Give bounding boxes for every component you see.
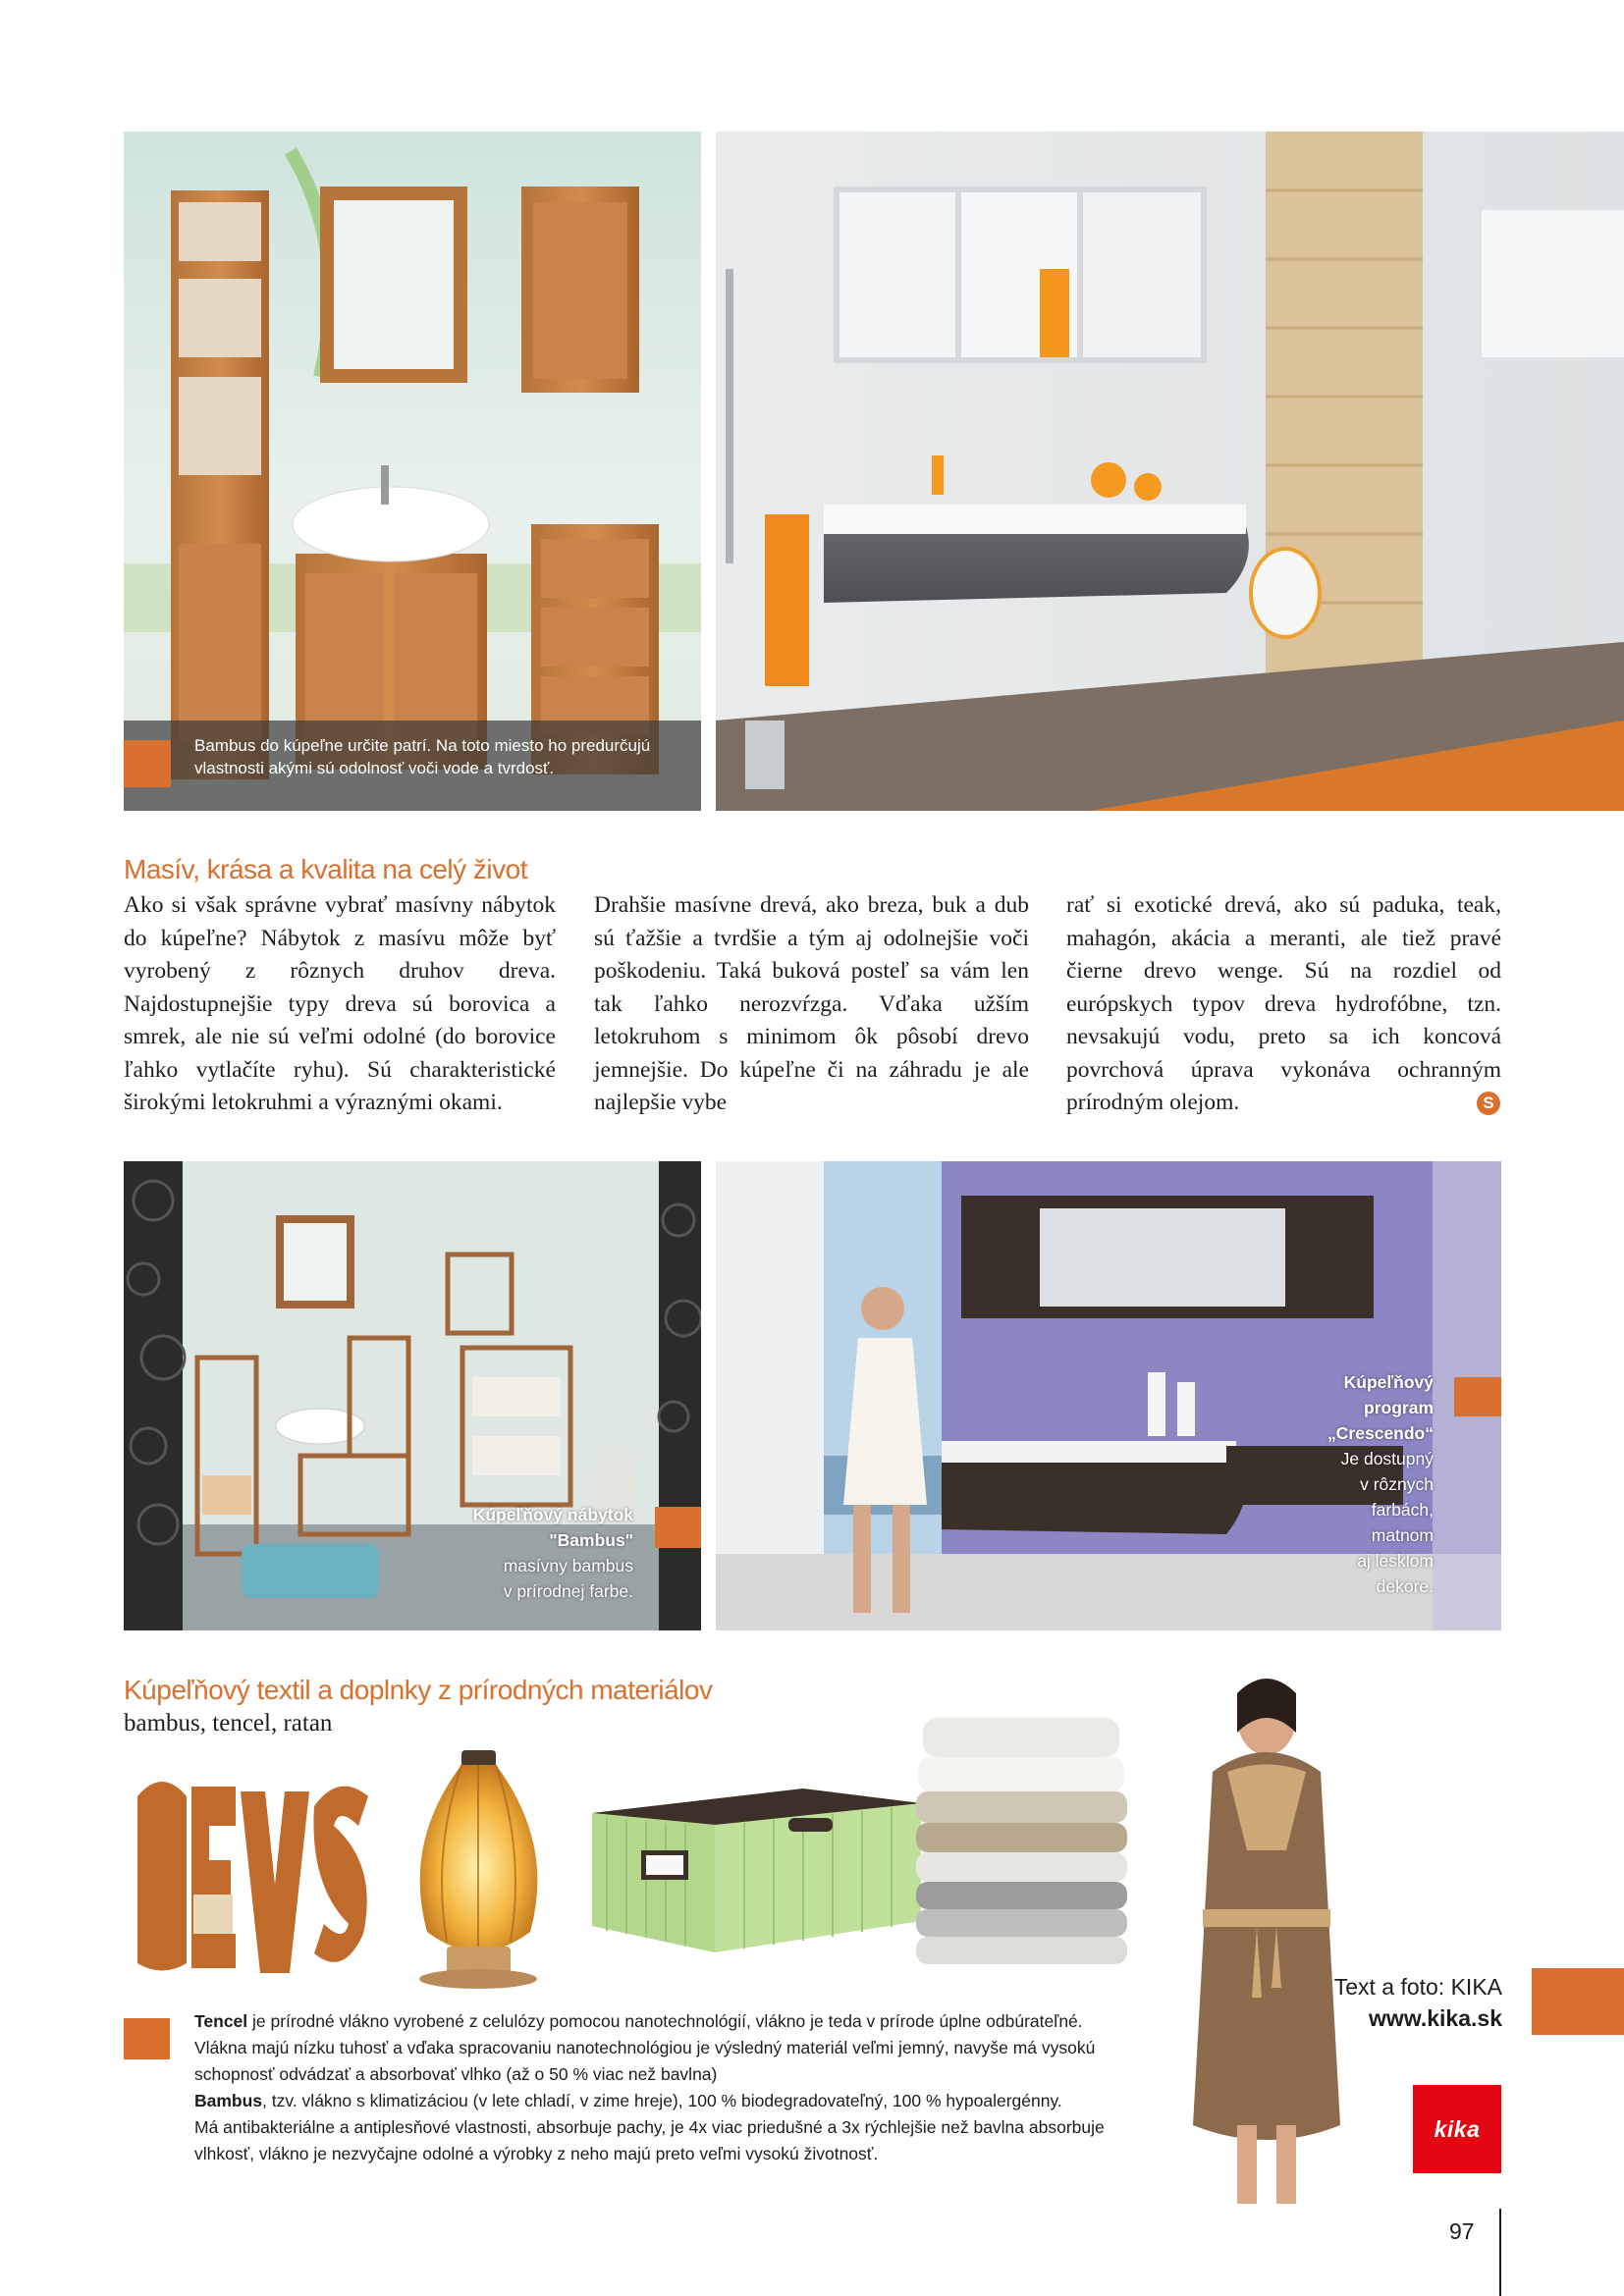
- product-towels: [908, 1708, 1144, 1968]
- photo-bamboo-furniture: [124, 132, 701, 811]
- caption-bambus: [422, 1502, 633, 1604]
- product-storage-box: [587, 1764, 926, 1955]
- caption-crescendo-line: dekore.: [1376, 1576, 1434, 1596]
- product-lamp: [403, 1745, 555, 1993]
- credit-website[interactable]: www.kika.sk: [1369, 2005, 1502, 2031]
- kika-logo-text: kika: [1434, 2115, 1481, 2142]
- kika-logo: [1413, 2085, 1501, 2173]
- caption-marker-bambus: [655, 1507, 701, 1548]
- text-column-2: [594, 889, 1029, 1120]
- caption-bambus-line3: masívny bambus: [503, 1556, 633, 1575]
- info-fibers: [194, 2008, 1108, 2167]
- paragraph-col3-text: rať si exotické drevá, ako sú paduka, teak, mahagón, akácia a meranti, ale tiež pravé čierne drevo wenge. Sú na rozdiel od európskych typov dreva hydrofóbne, tzn. nevsakujú vodu, preto sa ich koncová povrchová úprava vykonáva ochranným prírodným olejom.: [1066, 892, 1501, 1115]
- product-bathrobe: [1168, 1664, 1365, 2214]
- caption-crescendo-line: aj lesklom: [1357, 1551, 1434, 1571]
- credit-text: Text a foto: KIKA: [1333, 1974, 1502, 2000]
- caption-crescendo-line: matnom: [1371, 1525, 1434, 1545]
- page-number: 97: [1449, 2218, 1475, 2244]
- tencel-paragraph: [194, 2008, 1108, 2035]
- photo-caption: Bambus do kúpeľne určite patrí. Na toto miesto ho predurčujú vlastnosti akými sú odolnosť voči vode a tvrdosť.: [194, 736, 651, 777]
- page-number-rule: [1499, 2209, 1501, 2296]
- caption-bambus-line4: v prírodnej farbe.: [503, 1581, 633, 1601]
- caption-crescendo-line: farbách,: [1371, 1500, 1434, 1520]
- caption-crescendo: [1306, 1369, 1434, 1599]
- section-subtitle-materials: bambus, tencel, ratan: [124, 1710, 333, 1736]
- caption-crescendo-title1: Kúpeľňový: [1343, 1372, 1434, 1392]
- caption-crescendo-line: v rôznych: [1360, 1474, 1434, 1494]
- credit-marker: [1532, 1968, 1624, 2035]
- caption-crescendo-title3: „Crescendo“: [1327, 1423, 1434, 1443]
- section-title-textil: Kúpeľňový textil a doplnky z prírodných materiálov: [124, 1675, 713, 1705]
- bambus-details: Má antibakteriálne a antiplesňové vlastnosti, absorbuje pachy, je 4x viac priedušné a 3x rýchlejšie než bavlna absorbuje vlhkosť, vlákno je nezvyčajne odolné a výrobky z neho majú preto veľmi vysokú životnosť.: [194, 2117, 1105, 2163]
- tencel-term: Tencel: [194, 2011, 248, 2031]
- tencel-details: Vlákna majú nízku tuhosť a vďaka spracovaniu nanotechnológiou je výsledný materiál veľmi jemný, navyše má vysokú schopnosť odvádzať a absorbovať vlhko (až o 50 % viac než bavlna): [194, 2038, 1096, 2084]
- text-column-3: [1066, 889, 1501, 1120]
- bambus-paragraph: [194, 2088, 1108, 2114]
- photo-credit: [1276, 1971, 1502, 2034]
- caption-crescendo-line: Je dostupný: [1340, 1449, 1434, 1468]
- paragraph-col3: [1066, 889, 1501, 1120]
- paragraph-col2: Drahšie masívne drevá, ako breza, buk a dub sú ťažšie a tvrdšie a tým aj odolnejšie voči poškodeniu. Taká buková posteľ sa vám len tak ľahko nerozvŕzga. Vďaka užším letokruhom s minimom ôk pôsobí drevo jemnejšie. Do kúpeľne či na záhradu je ale najlepšie vybe: [594, 892, 1029, 1115]
- text-column-1: [124, 889, 556, 1120]
- product-magazine-rack: [133, 1767, 390, 1983]
- photo-modern-bathroom: [716, 132, 1624, 811]
- paragraph-col1: Ako si však správne vybrať masívny nábytok do kúpeľne? Nábytok z masívu môže byť vyrobený z rôznych druhov dreva. Najdostupnejšie typy dreva sú borovica a smrek, ale nie sú veľmi odolné (do borovice ľahko vytlačíte ryhu). Sú charakteristické širokými letokruhmi a výraznými okami.: [124, 892, 556, 1115]
- caption-crescendo-title2: program: [1364, 1398, 1434, 1417]
- article-end-mark: S: [1477, 1092, 1500, 1115]
- caption-marker: [124, 740, 171, 787]
- bambus-term: Bambus: [194, 2091, 263, 2110]
- section-title-masiv: Masív, krása a kvalita na celý život: [124, 854, 527, 884]
- caption-bambus-title2: "Bambus": [549, 1530, 633, 1550]
- tencel-description: je prírodné vlákno vyrobené z celulózy pomocou nanotechnológií, vlákno je teda v prírode úplne odbúrateľné.: [247, 2011, 1083, 2031]
- info-marker: [124, 2018, 170, 2059]
- caption-marker-crescendo: [1454, 1377, 1501, 1416]
- bambus-description: , tzv. vlákno s klimatizáciou (v lete chladí, v zime hreje), 100 % biodegradovateľný, 100 % hypoalergénny.: [262, 2091, 1062, 2110]
- caption-bambus-title1: Kúpeľňový nábytok: [472, 1505, 633, 1524]
